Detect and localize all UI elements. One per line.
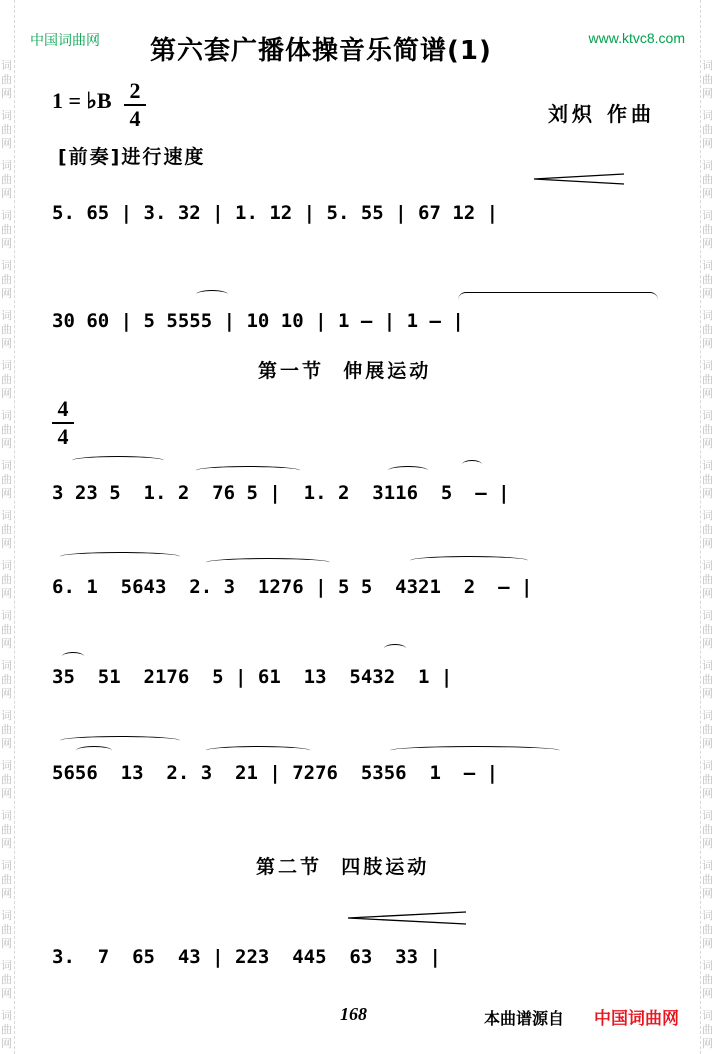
watermark-char: 曲 (1, 373, 12, 386)
watermark-char: 网 (1, 187, 12, 200)
watermark-char: 曲 (1, 73, 12, 86)
staff-line-3: 3 23 5 1. 2 76 5 | 1. 2 3116 5 – | (52, 482, 510, 504)
key-signature: 1 = ♭B (52, 88, 112, 113)
watermark-char: 词 (1, 459, 12, 472)
watermark-char: 曲 (1, 523, 12, 536)
watermark-char: 曲 (702, 973, 713, 986)
watermark-char: 曲 (702, 223, 713, 236)
watermark-char: 网 (1, 687, 12, 700)
watermark-char: 网 (702, 287, 713, 300)
time-sig-top: 4 (57, 396, 69, 421)
watermark-char: 词 (702, 609, 713, 622)
watermark-char: 网 (1, 587, 12, 600)
watermark-char: 网 (1, 1037, 12, 1050)
watermark-char: 网 (702, 887, 713, 900)
watermark-char: 词 (1, 59, 12, 72)
watermark-char: 词 (702, 1009, 713, 1022)
staff-line-6: 5656 13 2. 3 21 | 7276 5356 1 – | (52, 762, 499, 784)
watermark-char: 网 (702, 637, 713, 650)
watermark-char: 网 (1, 387, 12, 400)
watermark-char: 曲 (1, 273, 12, 286)
watermark-char: 曲 (1, 573, 12, 586)
watermark-char: 词 (702, 559, 713, 572)
watermark-char: 曲 (1, 223, 12, 236)
slur-mark (384, 644, 406, 653)
watermark-char: 词 (1, 809, 12, 822)
watermark-char: 曲 (1, 973, 12, 986)
watermark-char: 曲 (702, 1023, 713, 1036)
watermark-char: 曲 (702, 473, 713, 486)
watermark-char: 曲 (702, 623, 713, 636)
source-site-name[interactable]: 中国词曲网 (594, 1009, 679, 1029)
watermark-char: 曲 (702, 173, 713, 186)
watermark-char: 词 (1, 859, 12, 872)
watermark-char: 词 (702, 159, 713, 172)
watermark-char: 词 (1, 609, 12, 622)
watermark-char: 网 (702, 237, 713, 250)
right-watermark-rail (700, 0, 715, 1054)
watermark-char: 词 (702, 909, 713, 922)
watermark-char: 网 (1, 237, 12, 250)
site-name-left[interactable]: 中国词曲网 (30, 33, 100, 49)
time-sig-top: 2 (129, 78, 141, 103)
watermark-char: 网 (702, 87, 713, 100)
section-heading-2: 第二节 四肢运动 (256, 856, 430, 878)
page-title: 第六套广播体操音乐简谱(1) (150, 36, 492, 66)
watermark-char: 曲 (1, 773, 12, 786)
watermark-char: 词 (702, 359, 713, 372)
watermark-char: 曲 (1, 323, 12, 336)
slur-mark (72, 456, 164, 465)
watermark-char: 词 (702, 459, 713, 472)
watermark-char: 词 (702, 109, 713, 122)
staff-line-1: 5. 65 | 3. 32 | 1. 12 | 5. 55 | 67 12 | (52, 202, 499, 224)
watermark-char: 网 (1, 887, 12, 900)
watermark-char: 网 (702, 1037, 713, 1050)
watermark-char: 曲 (702, 873, 713, 886)
section-heading-1: 第一节 伸展运动 (258, 360, 432, 382)
watermark-char: 词 (702, 259, 713, 272)
watermark-char: 网 (1, 337, 12, 350)
watermark-char: 词 (702, 209, 713, 222)
watermark-char: 网 (1, 437, 12, 450)
watermark-char: 网 (702, 137, 713, 150)
watermark-char: 词 (1, 509, 12, 522)
watermark-char: 曲 (702, 73, 713, 86)
watermark-char: 词 (1, 109, 12, 122)
watermark-char: 网 (1, 937, 12, 950)
watermark-char: 词 (702, 859, 713, 872)
tie-mark (458, 292, 658, 301)
watermark-char: 网 (702, 987, 713, 1000)
watermark-char: 词 (1, 409, 12, 422)
watermark-char: 网 (1, 487, 12, 500)
watermark-char: 网 (702, 187, 713, 200)
watermark-char: 网 (1, 87, 12, 100)
time-sig-bottom: 4 (57, 424, 69, 449)
watermark-char: 曲 (1, 673, 12, 686)
watermark-char: 词 (1, 909, 12, 922)
crescendo-mark (344, 910, 468, 926)
watermark-char: 词 (1, 359, 12, 372)
watermark-char: 网 (1, 737, 12, 750)
watermark-char: 曲 (702, 373, 713, 386)
watermark-char: 网 (702, 937, 713, 950)
slur-mark (206, 558, 330, 567)
watermark-char: 词 (1, 959, 12, 972)
watermark-char: 词 (702, 509, 713, 522)
watermark-char: 词 (702, 309, 713, 322)
watermark-char: 网 (1, 287, 12, 300)
watermark-char: 曲 (702, 923, 713, 936)
watermark-char: 曲 (1, 923, 12, 936)
watermark-char: 曲 (1, 873, 12, 886)
watermark-char: 网 (1, 637, 12, 650)
slur-mark (390, 746, 560, 755)
watermark-char: 曲 (702, 423, 713, 436)
staff-line-7: 3. 7 65 43 | 223 445 63 33 | (52, 946, 441, 968)
watermark-char: 词 (702, 759, 713, 772)
staff-line-5: 35 51 2176 5 | 61 13 5432 1 | (52, 666, 453, 688)
watermark-char: 词 (702, 659, 713, 672)
slur-mark (196, 466, 300, 475)
watermark-char: 词 (702, 409, 713, 422)
slur-mark (76, 746, 112, 755)
watermark-char: 曲 (1, 423, 12, 436)
watermark-char: 曲 (702, 273, 713, 286)
time-signature-4-4 (52, 398, 74, 448)
watermark-char: 网 (702, 737, 713, 750)
watermark-char: 词 (702, 709, 713, 722)
page-number: 168 (340, 1004, 367, 1024)
watermark-char: 词 (702, 59, 713, 72)
watermark-char: 曲 (1, 723, 12, 736)
watermark-char: 网 (702, 587, 713, 600)
watermark-char: 词 (1, 209, 12, 222)
watermark-char: 网 (702, 387, 713, 400)
watermark-char: 曲 (1, 623, 12, 636)
watermark-char: 词 (1, 259, 12, 272)
watermark-char: 网 (1, 837, 12, 850)
watermark-char: 曲 (1, 823, 12, 836)
watermark-char: 网 (702, 837, 713, 850)
left-watermark-rail (0, 0, 15, 1054)
watermark-char: 曲 (702, 123, 713, 136)
watermark-char: 词 (702, 959, 713, 972)
composer-credit: 刘炽 作曲 (548, 102, 655, 126)
slur-mark (60, 552, 180, 561)
staff-line-2: 30 60 | 5 5555 | 10 10 | 1 – | 1 – | (52, 310, 464, 332)
watermark-char: 曲 (702, 673, 713, 686)
watermark-char: 曲 (702, 773, 713, 786)
watermark-char: 词 (1, 659, 12, 672)
watermark-char: 曲 (1, 123, 12, 136)
watermark-char: 词 (1, 709, 12, 722)
crescendo-mark (530, 172, 626, 186)
watermark-char: 词 (1, 1009, 12, 1022)
watermark-char: 网 (1, 137, 12, 150)
watermark-char: 网 (702, 537, 713, 550)
watermark-char: 网 (702, 687, 713, 700)
slur-mark (462, 460, 482, 469)
watermark-char: 网 (702, 437, 713, 450)
watermark-char: 网 (1, 537, 12, 550)
watermark-char: 词 (1, 309, 12, 322)
slur-mark (206, 746, 310, 755)
slur-mark (60, 736, 180, 745)
watermark-char: 网 (1, 787, 12, 800)
time-sig-bottom: 4 (129, 106, 141, 131)
watermark-char: 网 (702, 787, 713, 800)
watermark-char: 网 (702, 487, 713, 500)
watermark-char: 词 (702, 809, 713, 822)
watermark-char: 曲 (702, 523, 713, 536)
slur-mark (196, 290, 228, 299)
watermark-char: 网 (702, 337, 713, 350)
watermark-char: 词 (1, 759, 12, 772)
source-label: 本曲谱源自 (484, 1009, 565, 1028)
watermark-char: 曲 (702, 823, 713, 836)
watermark-char: 词 (1, 159, 12, 172)
watermark-char: 曲 (1, 173, 12, 186)
slur-mark (388, 466, 428, 475)
intro-tempo-marking: [前奏]进行速度 (58, 146, 206, 168)
watermark-char: 曲 (702, 573, 713, 586)
watermark-char: 词 (1, 559, 12, 572)
watermark-char: 曲 (702, 723, 713, 736)
watermark-char: 曲 (1, 1023, 12, 1036)
site-url-right[interactable]: www.ktvc8.com (588, 30, 685, 46)
watermark-char: 曲 (1, 473, 12, 486)
slur-mark (410, 556, 528, 565)
watermark-char: 曲 (702, 323, 713, 336)
watermark-char: 网 (1, 987, 12, 1000)
staff-line-4: 6. 1 5643 2. 3 1276 | 5 5 4321 2 – | (52, 576, 533, 598)
time-signature-2-4 (124, 80, 146, 130)
